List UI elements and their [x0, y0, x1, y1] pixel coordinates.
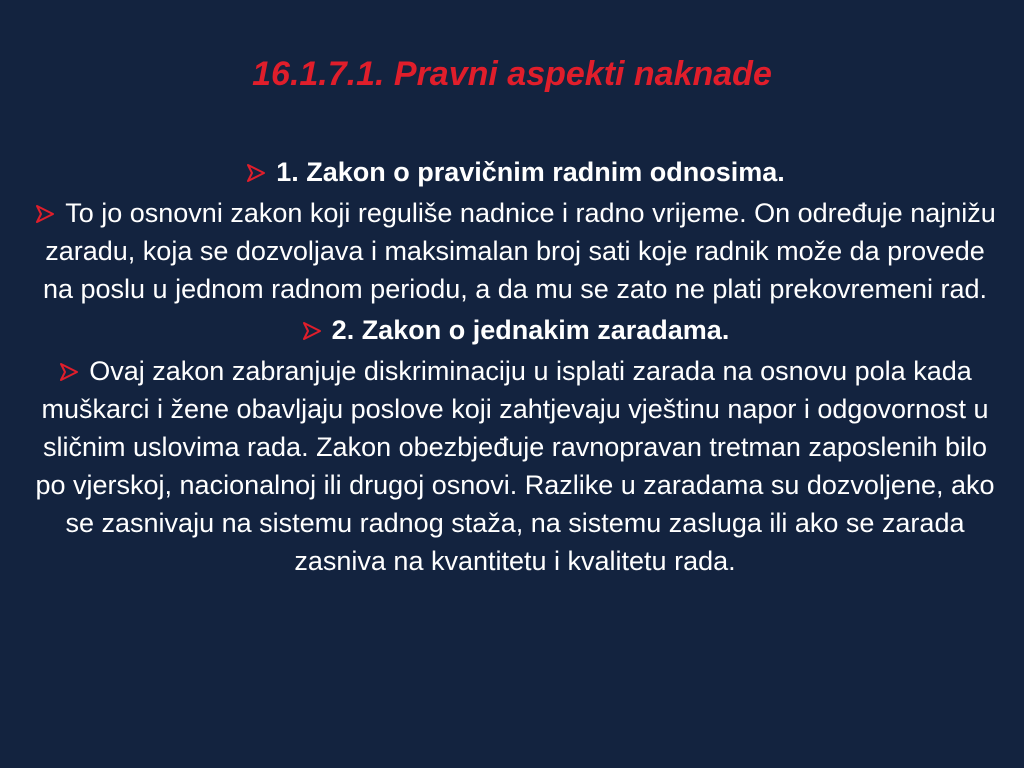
bullet-item: [30, 153, 1000, 191]
slide-content: [30, 153, 1000, 583]
slide-title: 16.1.7.1. Pravni aspekti naknade: [252, 55, 772, 93]
bullet-item: [30, 194, 1000, 308]
bullet-text: Ovaj zakon zabranjuje diskriminaciju u isplati zarada na osnovu pola kada muškarci i žene obavljaju poslove koji zahtjevaju vještinu napor i odgovornost u sličnim uslovima rada. Zakon obezbjeđuje ravnopravan tretman zaposlenih bilo po vjerskoj, nacionalnoj ili drugoj osnovi. Razlike u zaradama su dozvoljene, ako se zasnivaju na sistemu radnog staža, na sistemu zasluga ili ako se zarada zasniva na kvantitetu i kvalitetu rada.: [35, 356, 995, 576]
bullet-text: 2. Zakon o jednakim zaradama.: [331, 315, 730, 345]
bullet-item: [30, 352, 1000, 580]
arrow-bullet-icon: [301, 321, 323, 341]
bullet-text: To jo osnovni zakon koji reguliše nadnice i radno vrijeme. On određuje najnižu zaradu, koja se dozvoljava i maksimalan broj sati koje radnik može da provede na poslu u jednom radnom periodu, a da mu se zato ne plati prekovremeni rad.: [42, 198, 996, 304]
arrow-bullet-icon: [245, 163, 267, 183]
arrow-bullet-icon: [34, 204, 56, 224]
arrow-bullet-icon: [58, 362, 80, 382]
bullet-text: 1. Zakon o pravičnim radnim odnosima.: [276, 157, 785, 187]
bullet-item: [30, 311, 1000, 349]
